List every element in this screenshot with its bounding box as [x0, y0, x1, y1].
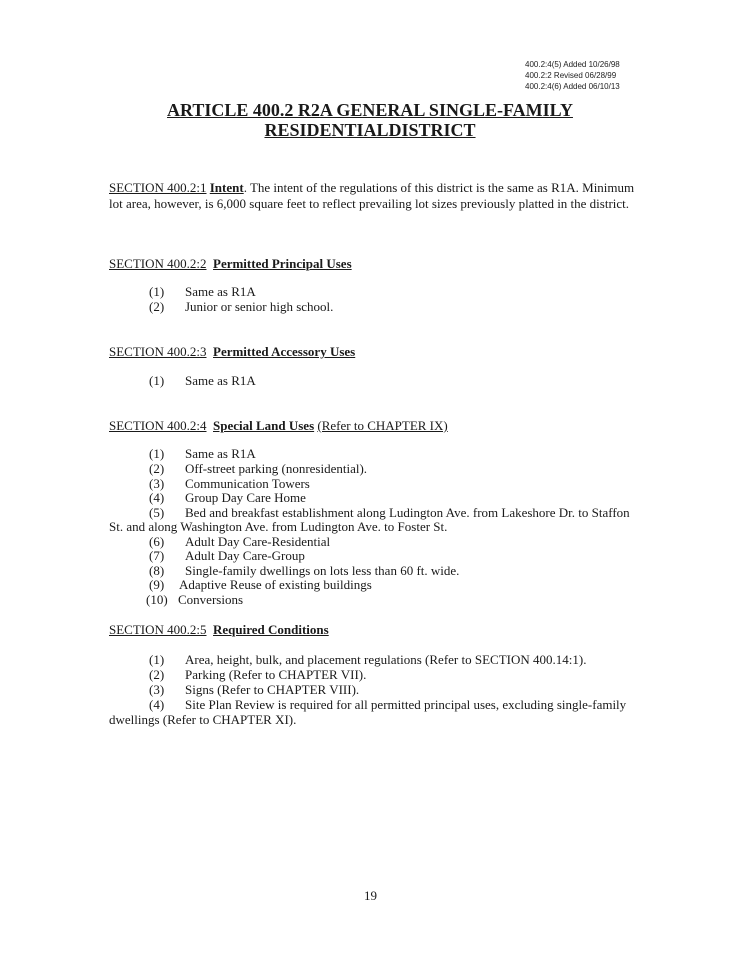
section-heading: Required Conditions — [213, 622, 329, 637]
revision-notes — [525, 59, 620, 92]
section-principal-uses-heading — [109, 256, 352, 272]
section-label: SECTION 400.2:5 — [109, 622, 207, 637]
list-item-continuation: St. and along Washington Ave. from Ludington Ave. to Foster St. — [109, 519, 448, 534]
article-title-line2: RESIDENTIALDISTRICT — [264, 120, 476, 140]
section-label: SECTION 400.2:3 — [109, 344, 207, 359]
section-reference: (Refer to CHAPTER IX) — [317, 418, 448, 433]
section-heading: Intent — [209, 180, 244, 195]
list-item: (1) Area, height, bulk, and placement regulations (Refer to SECTION 400.14:1). — [149, 652, 587, 667]
list-item: (1) Same as R1A — [149, 373, 256, 388]
article-title-line1: ARTICLE 400.2 R2A GENERAL SINGLE-FAMILY — [167, 100, 573, 120]
list-item: (8) Single-family dwellings on lots less than 60 ft. wide. — [149, 563, 460, 578]
article-title — [110, 100, 630, 140]
page-number: 19 — [364, 888, 377, 903]
section-heading: Permitted Principal Uses — [213, 256, 352, 271]
list-item: (2) Off-street parking (nonresidential). — [149, 461, 368, 476]
list-item: (10) Conversions — [146, 592, 243, 607]
section-label: SECTION 400.2:4 — [109, 418, 207, 433]
section-intent — [109, 180, 635, 212]
list-item: (7) Adult Day Care-Group — [149, 548, 305, 563]
revision-note: 400.2:4(5) Added 10/26/98 — [525, 60, 620, 69]
list-item: (2) Junior or senior high school. — [149, 299, 334, 314]
list-item: (4) Group Day Care Home — [149, 490, 306, 505]
section-required-conditions-heading — [109, 622, 329, 638]
section-label: SECTION 400.2:1 — [109, 180, 207, 195]
list-item: (9) Adaptive Reuse of existing buildings — [149, 577, 372, 592]
revision-note: 400.2:4(6) Added 06/10/13 — [525, 82, 620, 91]
list-item: (3) Communication Towers — [149, 476, 310, 491]
list-item: (4) Site Plan Review is required for all permitted principal uses, excluding single-family — [149, 697, 627, 712]
list-item: (2) Parking (Refer to CHAPTER VII). — [149, 667, 367, 682]
section-heading: Special Land Uses — [213, 418, 315, 433]
section-text: . The intent of the regulations of this district is the same as R1A. Minimum lot area, however, is 6,000 square feet to reflect prevailing lot sizes previously platted in the district. — [109, 180, 635, 211]
section-label: SECTION 400.2:2 — [109, 256, 207, 271]
section-special-uses-heading — [109, 418, 448, 434]
list-item: (5) Bed and breakfast establishment along Ludington Ave. from Lakeshore Dr. to Staffon — [149, 505, 630, 520]
list-item: (6) Adult Day Care-Residential — [149, 534, 331, 549]
list-item: (1) Same as R1A — [149, 446, 256, 461]
list-item: (1) Same as R1A — [149, 284, 256, 299]
list-item: (3) Signs (Refer to CHAPTER VIII). — [149, 682, 360, 697]
section-accessory-uses-heading — [109, 344, 355, 360]
revision-note: 400.2:2 Revised 06/28/99 — [525, 71, 617, 80]
section-heading: Permitted Accessory Uses — [213, 344, 356, 359]
list-item-continuation: dwellings (Refer to CHAPTER XI). — [109, 712, 297, 727]
